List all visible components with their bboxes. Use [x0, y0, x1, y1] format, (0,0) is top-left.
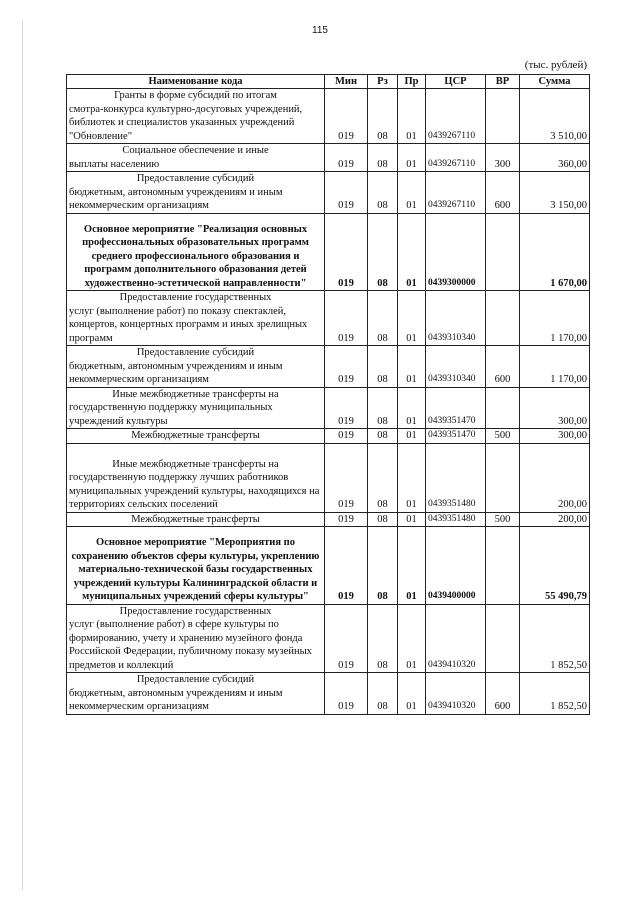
row-csr: 0439410320 [426, 604, 486, 673]
row-vr: 600 [486, 172, 520, 214]
table-row [67, 512, 590, 527]
row-pr: 01 [398, 512, 426, 527]
row-pr: 01 [398, 673, 426, 715]
row-min: 019 [325, 346, 368, 388]
row-name-text: выплаты населению [69, 158, 160, 170]
header-pr: Пр [398, 75, 426, 89]
row-name [67, 387, 325, 429]
row-name-text: бюджетным, автономным учреждениям и иным некоммерческим организациям [69, 360, 283, 385]
row-sum: 200,00 [520, 512, 590, 527]
row-rz: 08 [368, 604, 398, 673]
table-row [67, 346, 590, 388]
row-name-text: государственную поддержку муниципальных учреждений культуры [69, 402, 273, 427]
row-sum: 1 852,50 [520, 673, 590, 715]
row-name-first-line: Предоставление субсидий [136, 173, 255, 184]
row-name-first-line: Социальное обеспечение и иные [122, 145, 269, 156]
row-name-first-line: Гранты в форме субсидий по итогам [114, 90, 277, 101]
row-sum: 1 852,50 [520, 604, 590, 673]
table-row [67, 89, 590, 144]
row-pr: 01 [398, 429, 426, 444]
row-pr: 01 [398, 604, 426, 673]
row-min: 019 [325, 172, 368, 214]
row-csr: 0439300000 [426, 213, 486, 291]
row-min: 019 [325, 527, 368, 605]
row-rz: 08 [368, 346, 398, 388]
row-min: 019 [325, 604, 368, 673]
row-sum: 1 170,00 [520, 291, 590, 346]
row-rz: 08 [368, 673, 398, 715]
row-csr: 0439400000 [426, 527, 486, 605]
table-row-main-activity [67, 527, 590, 605]
row-min: 019 [325, 429, 368, 444]
row-rz: 08 [368, 387, 398, 429]
row-sum: 300,00 [520, 429, 590, 444]
row-vr: 500 [486, 512, 520, 527]
table-row [67, 144, 590, 172]
table-row [67, 429, 590, 444]
table-header-row [67, 75, 590, 89]
row-pr: 01 [398, 144, 426, 172]
row-name [67, 443, 325, 512]
row-name [67, 172, 325, 214]
row-sum: 1 670,00 [520, 213, 590, 291]
header-name: Наименование кода [67, 75, 325, 89]
row-name-first-line: Предоставление государственных [119, 605, 272, 617]
table-row [67, 604, 590, 673]
row-rz: 08 [368, 527, 398, 605]
row-vr [486, 443, 520, 512]
row-vr: 600 [486, 346, 520, 388]
row-csr: 0439310340 [426, 346, 486, 388]
row-name-text: бюджетным, автономным учреждениям и иным некоммерческим организациям [69, 687, 283, 712]
row-vr [486, 89, 520, 144]
row-rz: 08 [368, 443, 398, 512]
row-min: 019 [325, 387, 368, 429]
row-name-first-line: Предоставление государственных [119, 292, 272, 303]
header-rz: Рз [368, 75, 398, 89]
row-min: 019 [325, 89, 368, 144]
row-csr: 0439310340 [426, 291, 486, 346]
row-pr: 01 [398, 213, 426, 291]
row-name: Основное мероприятие "Мероприятия по сохранению объектов сферы культуры, укреплению материально-технической базы государственных учреждений культуры Калининградской области и муниципальных учреждений сферы культуры" [67, 527, 325, 605]
row-name-text: государственную поддержку лучших работников муниципальных учреждений культуры, находящихся на территориях сельских поселений [69, 472, 320, 510]
row-vr [486, 291, 520, 346]
row-name-text: бюджетным, автономным учреждениям и иным некоммерческим организациям [69, 186, 283, 211]
row-sum: 3 510,00 [520, 89, 590, 144]
row-name: Межбюджетные трансферты [67, 512, 325, 527]
row-csr: 0439351480 [426, 443, 486, 512]
row-name-first-line: Предоставление субсидий [136, 347, 255, 358]
table-row [67, 443, 590, 512]
row-vr: 300 [486, 144, 520, 172]
row-pr: 01 [398, 443, 426, 512]
row-rz: 08 [368, 512, 398, 527]
row-csr: 0439267110 [426, 172, 486, 214]
table-row-main-activity [67, 213, 590, 291]
row-name: Межбюджетные трансферты [67, 429, 325, 444]
header-min: Мин [325, 75, 368, 89]
header-vr: ВР [486, 75, 520, 89]
page-number: 115 [312, 25, 328, 36]
row-min: 019 [325, 291, 368, 346]
row-rz: 08 [368, 172, 398, 214]
row-sum: 1 170,00 [520, 346, 590, 388]
row-vr [486, 527, 520, 605]
row-sum: 55 490,79 [520, 527, 590, 605]
row-min: 019 [325, 673, 368, 715]
row-vr [486, 213, 520, 291]
row-csr: 0439410320 [426, 673, 486, 715]
row-name [67, 291, 325, 346]
row-csr: 0439351480 [426, 512, 486, 527]
row-sum: 200,00 [520, 443, 590, 512]
row-name-first-line: Предоставление субсидий [136, 674, 255, 685]
row-sum: 360,00 [520, 144, 590, 172]
row-name [67, 89, 325, 144]
row-pr: 01 [398, 387, 426, 429]
row-vr [486, 604, 520, 673]
row-rz: 08 [368, 291, 398, 346]
row-name [67, 346, 325, 388]
row-pr: 01 [398, 89, 426, 144]
row-vr [486, 387, 520, 429]
row-name-first-line: Иные межбюджетные трансферты на [112, 458, 279, 470]
row-pr: 01 [398, 527, 426, 605]
table-row [67, 172, 590, 214]
row-rz: 08 [368, 144, 398, 172]
row-csr: 0439267110 [426, 89, 486, 144]
row-pr: 01 [398, 291, 426, 346]
header-csr: ЦСР [426, 75, 486, 89]
row-min: 019 [325, 144, 368, 172]
row-csr: 0439351470 [426, 429, 486, 444]
row-pr: 01 [398, 172, 426, 214]
unit-note: (тыс. рублей) [524, 59, 587, 71]
table-row [67, 673, 590, 715]
budget-table [66, 74, 590, 715]
row-name-text: услуг (выполнение работ) по показу спектаклей, концертов, концертных программ и иных зрелищных программ [69, 305, 308, 344]
row-pr: 01 [398, 346, 426, 388]
header-sum: Сумма [520, 75, 590, 89]
row-rz: 08 [368, 429, 398, 444]
row-name [67, 604, 325, 673]
row-vr: 500 [486, 429, 520, 444]
row-name-text: смотра-конкурса культурно-досуговых учреждений, библиотек и специалистов указанных учреждений "Обновление" [69, 103, 303, 142]
table-row [67, 387, 590, 429]
row-name-first-line: Иные межбюджетные трансферты на [112, 388, 279, 400]
row-sum: 3 150,00 [520, 172, 590, 214]
row-rz: 08 [368, 89, 398, 144]
row-min: 019 [325, 512, 368, 527]
row-name-text: услуг (выполнение работ) в сфере культуры по формированию, учету и хранению музейного фонда Российской Федерации, публичному показу музейных предметов и коллекций [69, 619, 312, 671]
table-row [67, 291, 590, 346]
row-rz: 08 [368, 213, 398, 291]
row-min: 019 [325, 213, 368, 291]
scan-margin-line [22, 20, 23, 890]
row-name [67, 673, 325, 715]
row-name: Основное мероприятие "Реализация основных профессиональных образовательных программ среднего профессионального образования и программ дополнительного образования детей художественно-эстетической направленности" [67, 213, 325, 291]
row-name [67, 144, 325, 172]
row-csr: 0439351470 [426, 387, 486, 429]
row-csr: 0439267110 [426, 144, 486, 172]
row-min: 019 [325, 443, 368, 512]
row-vr: 600 [486, 673, 520, 715]
row-sum: 300,00 [520, 387, 590, 429]
